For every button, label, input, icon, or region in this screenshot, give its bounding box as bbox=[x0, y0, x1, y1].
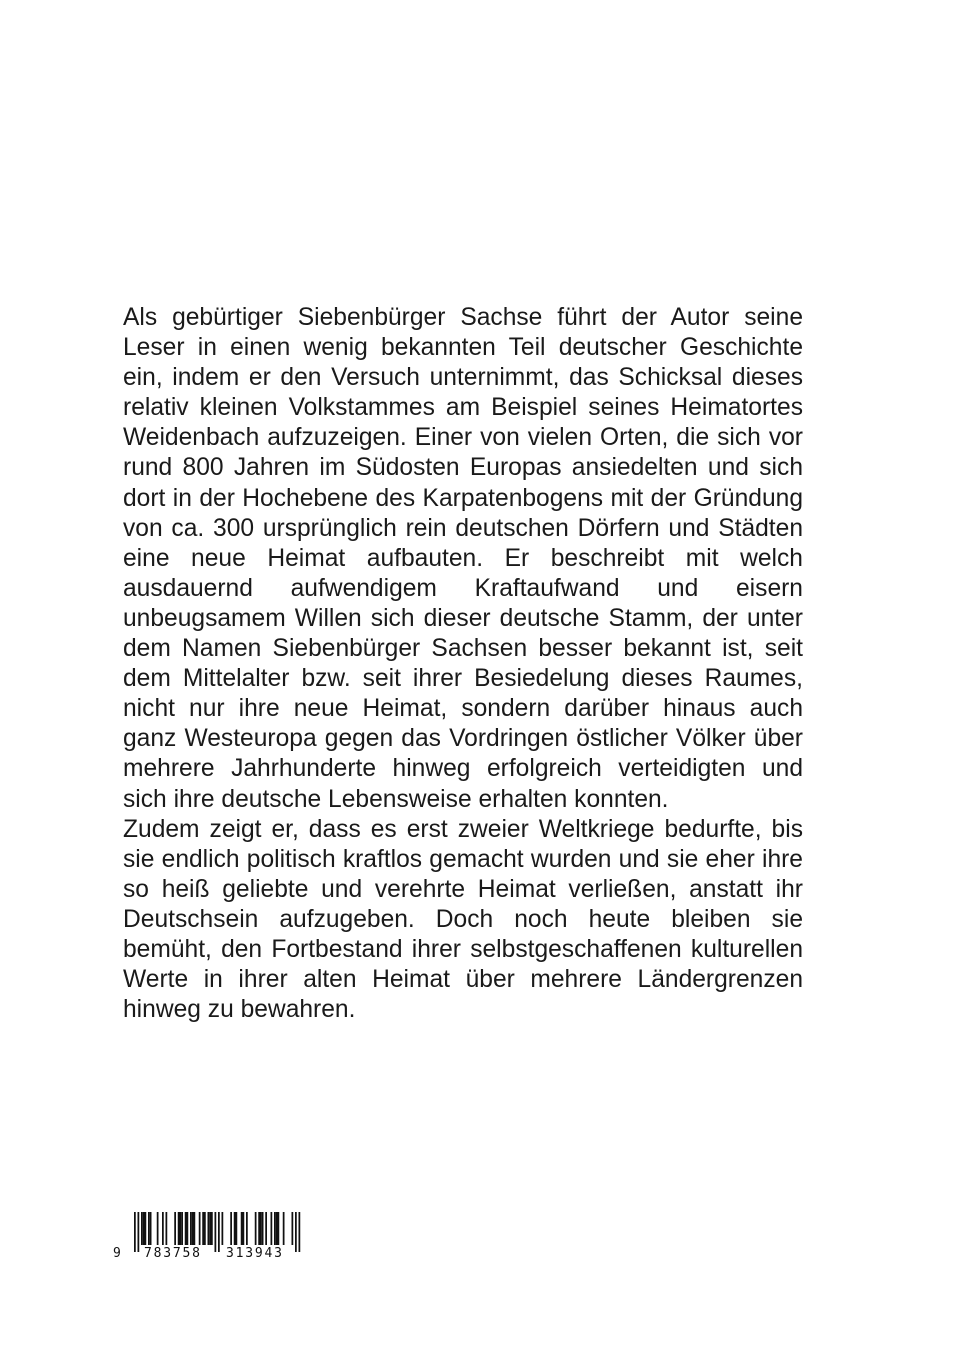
barcode-bar bbox=[234, 1212, 236, 1245]
barcode-bar bbox=[276, 1212, 278, 1245]
barcode-guard-bar bbox=[295, 1212, 297, 1252]
barcode-bar bbox=[174, 1212, 176, 1245]
barcode-guard-bar bbox=[134, 1212, 136, 1252]
barcode-bar bbox=[208, 1212, 210, 1245]
barcode-bar bbox=[141, 1212, 143, 1245]
barcode-bar bbox=[241, 1212, 243, 1245]
barcode-bar bbox=[143, 1212, 145, 1245]
barcode-bar bbox=[265, 1212, 267, 1245]
barcode-bar bbox=[199, 1212, 201, 1245]
barcode-bar bbox=[278, 1212, 280, 1245]
barcode-bar bbox=[178, 1212, 180, 1245]
barcode-bar bbox=[148, 1212, 150, 1245]
barcode-bar bbox=[222, 1212, 224, 1245]
barcode-bar bbox=[243, 1212, 245, 1245]
barcode-bar bbox=[150, 1212, 152, 1245]
barcode-guard-bar bbox=[218, 1212, 220, 1252]
barcode-bar bbox=[185, 1212, 187, 1245]
barcode-bar bbox=[260, 1212, 262, 1245]
barcode-bar bbox=[230, 1212, 232, 1245]
barcode-graphic bbox=[112, 1210, 302, 1266]
blurb-paragraph-2: Zudem zeigt er, dass es erst zweier Weltkriege bedurfte, bis sie endlich politisch kraftlos gemacht wurden und sie eher ihre so heiß geliebte und verehrte Heimat verließen, anstatt ihr Deutschsein aufzugeben. Doch noch heute bleiben sie bemüht, den Fortbestand ihrer selbstgeschaffenen kulturellen Werte in ihrer alten Heimat über mehrere Ländergrenzen hinweg zu bewahren. bbox=[123, 815, 803, 1024]
blurb-paragraph-1: Als gebürtiger Siebenbürger Sachse führt der Autor seine Leser in einen wenig bekannten Teil deutscher Geschichte ein, indem er den Versuch unternimmt, das Schicksal dieses relativ kleinen Volkstammes am Beispiel seines Heimatortes Weidenbach aufzuzeigen. Einer von vielen Orten, die sich vor rund 800 Jahren im Südosten Europas ansiedelten und sich dort in der Hochebene des Karpatenbogens mit der Gründung von ca. 300 ursprünglich rein deutschen Dörfern und Städten eine neue Heimat aufbauten. Er beschreibt mit welch ausdauernd aufwendigem Kraftaufwand und eisern unbeugsamem Willen sich dieser deutsche Stamm, der unter dem Namen Siebenbürger Sachsen besser bekannt ist, seit dem Mittelalter bzw. seit ihrer Besiedelung dieses Raumes, nicht nur ihre neue Heimat, sondern darüber hinaus auch ganz Westeuropa gegen das Vordringen östlicher Völker über mehrere Jahrhunderte hinweg erfolgreich verteidigten und sich ihre deutsche Lebensweise erhalten konnten. bbox=[123, 304, 803, 813]
barcode-bar bbox=[145, 1212, 147, 1245]
barcode-guard-bar bbox=[215, 1212, 217, 1252]
barcode-left-group: 783758 bbox=[144, 1246, 200, 1261]
barcode-bar bbox=[262, 1212, 264, 1245]
barcode-bar bbox=[192, 1212, 194, 1245]
barcode-bar bbox=[190, 1212, 192, 1245]
barcode-bar bbox=[194, 1212, 196, 1245]
isbn-barcode bbox=[112, 1210, 302, 1266]
barcode-lead-digit: 9 bbox=[113, 1246, 121, 1261]
barcode-right-group: 313943 bbox=[226, 1246, 282, 1261]
barcode-bar bbox=[255, 1212, 257, 1245]
barcode-bar bbox=[258, 1212, 260, 1245]
barcode-bar bbox=[271, 1212, 273, 1245]
back-cover-blurb bbox=[123, 303, 803, 1025]
barcode-bar bbox=[180, 1212, 182, 1245]
barcode-bar bbox=[236, 1212, 238, 1245]
barcode-bar bbox=[211, 1212, 213, 1245]
barcode-bar bbox=[292, 1212, 294, 1245]
barcode-bar bbox=[187, 1212, 189, 1245]
barcode-bar bbox=[246, 1212, 248, 1245]
barcode-bar bbox=[204, 1212, 206, 1245]
barcode-guard-bar bbox=[138, 1212, 140, 1252]
barcode-bar bbox=[202, 1212, 204, 1245]
barcode-bar bbox=[157, 1212, 159, 1245]
barcode-guard-bar bbox=[299, 1212, 301, 1252]
barcode-bar bbox=[209, 1212, 211, 1245]
barcode-bar bbox=[162, 1212, 164, 1245]
barcode-bar bbox=[166, 1212, 168, 1245]
barcode-bar bbox=[274, 1212, 276, 1245]
barcode-bar bbox=[181, 1212, 183, 1245]
barcode-bar bbox=[283, 1212, 285, 1245]
